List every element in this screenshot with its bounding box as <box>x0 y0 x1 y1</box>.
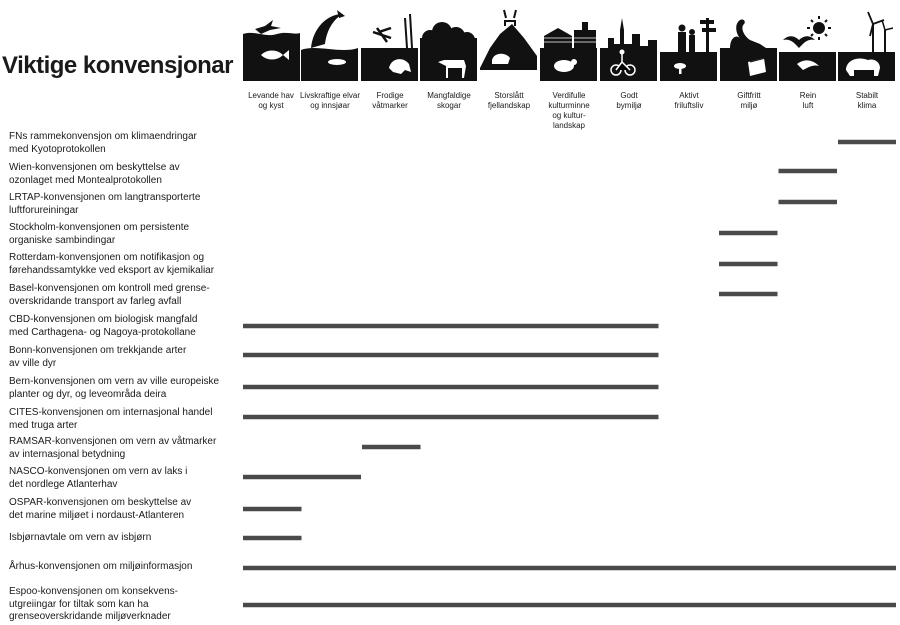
coverage-bar-row-10 <box>362 445 421 450</box>
column-label-giftfritt: Giftfritt miljø <box>737 91 761 110</box>
row-label-bern: Bern-konvensjonen om vern av ville europeiske planter og dyr, og leveområda deira <box>9 376 220 400</box>
city-cyclist-icon <box>600 8 657 81</box>
column-label-bymiljo: Godt bymiljø <box>616 91 642 110</box>
row-label-nasco: NASCO-konvensjonen om vern av laks i det nordlege Atlanterhav <box>9 466 188 490</box>
column-label-vatmarker: Frodige våtmarker <box>372 91 408 110</box>
row-label-rotterdam: Rotterdam-konvensjonen om notifikasjon og førehandssamtykke ved eksport av kjemikaliar <box>9 252 215 276</box>
row-label-bonn: Bonn-konvensjonen om trekkjande arter av ville dyr <box>9 345 187 369</box>
coverage-bar-row-8 <box>243 385 659 390</box>
sun-swallow-icon <box>779 8 836 81</box>
row-label-cites: CITES-konvensjonen om internasjonal handel med truga arter <box>9 407 213 431</box>
row-label-espoo: Espoo-konvensjonen om konsekvens- utgreiingar for tiltak som kan ha grenseoverskridande miljøverknader <box>9 586 178 622</box>
coverage-bar-row-11 <box>243 475 361 480</box>
row-label-lrtap: LRTAP-konvensjonen om langtransporterte luftforureiningar <box>9 192 201 216</box>
windmill-polarbear-icon <box>838 8 895 81</box>
coverage-bar-row-9 <box>243 415 659 420</box>
row-label-stockholm: Stockholm-konvensjonen om persistente organiske sambindingar <box>9 222 190 246</box>
coverage-bar-row-12 <box>243 507 302 512</box>
coverage-bar-row-13 <box>243 536 302 541</box>
column-label-skogar: Mangfaldige skogar <box>427 91 471 110</box>
coverage-bar-row-4 <box>719 262 778 267</box>
row-label-cbd: CBD-konvensjonen om biologisk mangfald med Carthagena- og Nagoya-protokollane <box>9 314 198 338</box>
forest-moose-icon <box>420 8 477 81</box>
page-title: Viktige konvensjonar <box>2 52 233 79</box>
column-label-friluftsliv: Aktivt friluftsliv <box>674 91 704 110</box>
dragonfly-frog-icon <box>361 8 418 81</box>
column-label-levande-hav: Levande hav og kyst <box>248 91 294 110</box>
reindeer-mountain-icon <box>480 8 537 81</box>
row-label-basel: Basel-konvensjonen om kontroll med grense- overskridande transport av farleg avfall <box>9 283 210 307</box>
column-label-klima: Stabilt klima <box>855 91 879 110</box>
column-label-rein-luft: Rein luft <box>799 91 817 110</box>
coverage-bar-row-2 <box>779 200 838 205</box>
row-label-fns-rammekonvensjon: FNs rammekonvensjon om klimaendringar med Kyotoprotokollen <box>9 131 197 155</box>
coverage-bar-row-6 <box>243 324 659 329</box>
coverage-bar-row-5 <box>719 292 778 297</box>
coverage-bar-row-0 <box>838 140 896 145</box>
row-label-arhus: Århus-konvensjonen om miljøinformasjon <box>9 561 193 572</box>
coverage-bar-row-7 <box>243 353 659 358</box>
row-label-ospar: OSPAR-konvensjonen om beskyttelse av det marine miljøet i nordaust-Atlanteren <box>9 497 192 521</box>
row-label-wien: Wien-konvensjonen om beskyttelse av ozonlaget med Montealprotokollen <box>9 162 180 186</box>
column-label-kulturminne: Verdifulle kulturminne og kultur- landskap <box>548 91 590 130</box>
row-label-isbjornavtale: Isbjørnavtale om vern av isbjørn <box>9 532 152 543</box>
coverage-bar-row-15 <box>243 603 896 608</box>
coverage-bar-row-1 <box>779 169 838 174</box>
coverage-bar-row-3 <box>719 231 778 236</box>
row-label-ramsar: RAMSAR-konvensjonen om vern av våtmarker av internasjonal betydning <box>9 436 217 460</box>
fish-bird-sea-icon <box>243 8 300 81</box>
coverage-bar-row-14 <box>243 566 896 571</box>
column-label-elvar: Livskraftige elvar og innsjøar <box>299 91 361 110</box>
swan-barrel-icon <box>720 8 777 81</box>
column-label-fjellandskap: Storslått fjellandskap <box>487 91 531 110</box>
salmon-river-icon <box>301 8 358 81</box>
hikers-signpost-icon <box>660 8 717 81</box>
farm-sheep-icon <box>540 8 597 81</box>
